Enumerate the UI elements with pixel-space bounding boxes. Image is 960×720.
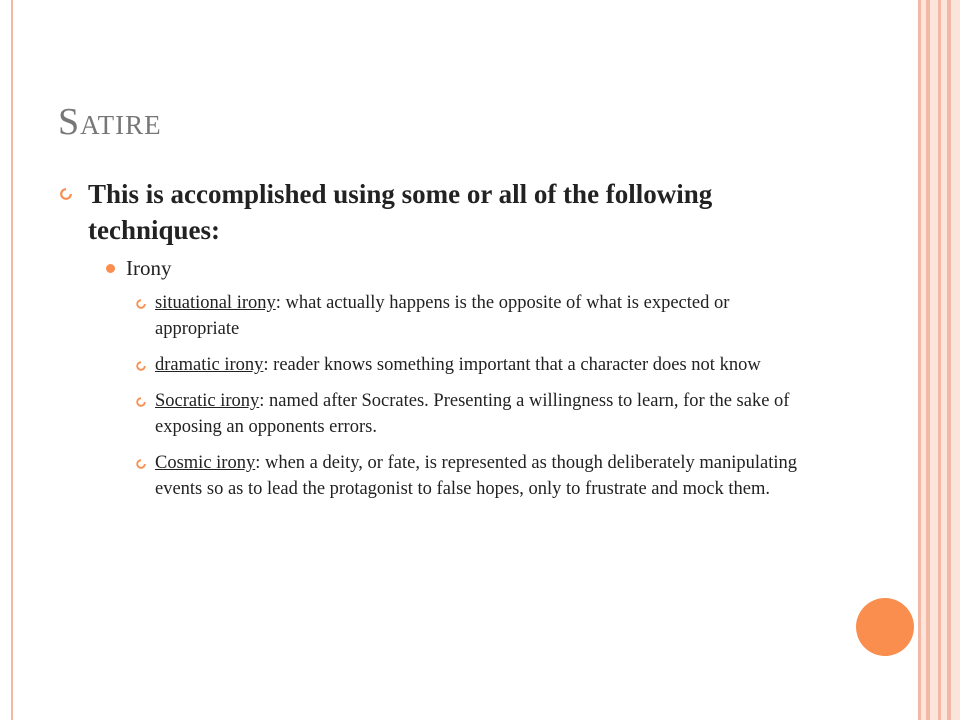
irony-item: [58, 388, 818, 440]
irony-item: [58, 352, 818, 378]
irony-term: situational irony: [155, 293, 276, 313]
sub-bullet-text: Irony: [126, 256, 172, 280]
dot-bullet-icon: [106, 264, 115, 273]
main-bullet: [58, 176, 818, 248]
sub-bullet: [58, 254, 818, 282]
ring-bullet-icon: [136, 459, 146, 469]
ring-bullet-icon: [136, 361, 146, 371]
slide-content: [58, 176, 818, 512]
irony-item: [58, 450, 818, 502]
decorative-circle: [856, 598, 914, 656]
irony-description: : reader knows something important that a character does not know: [263, 355, 761, 375]
irony-item: [58, 290, 818, 342]
irony-description: : what actually happens is the opposite of what is expected or appropriate: [155, 293, 730, 339]
left-frame-line: [11, 0, 13, 720]
irony-description: : named after Socrates. Presenting a willingness to learn, for the sake of exposing an opponents errors.: [155, 391, 790, 437]
main-bullet-text: This is accomplished using some or all of the following techniques:: [88, 179, 713, 245]
ring-bullet-icon: [136, 397, 146, 407]
ring-bullet-icon: [60, 188, 72, 200]
right-frame-stripe: [951, 0, 960, 720]
irony-description: : when a deity, or fate, is represented as though deliberately manipulating events so as to lead the protagonist to false hopes, only to frustrate and mock them.: [155, 453, 798, 499]
irony-term: Socratic irony: [155, 391, 260, 411]
irony-term: dramatic irony: [155, 355, 264, 375]
right-frame-stripe: [930, 0, 938, 720]
irony-term: Cosmic irony: [155, 453, 256, 473]
ring-bullet-icon: [136, 299, 146, 309]
slide-title: Satire: [58, 101, 162, 143]
